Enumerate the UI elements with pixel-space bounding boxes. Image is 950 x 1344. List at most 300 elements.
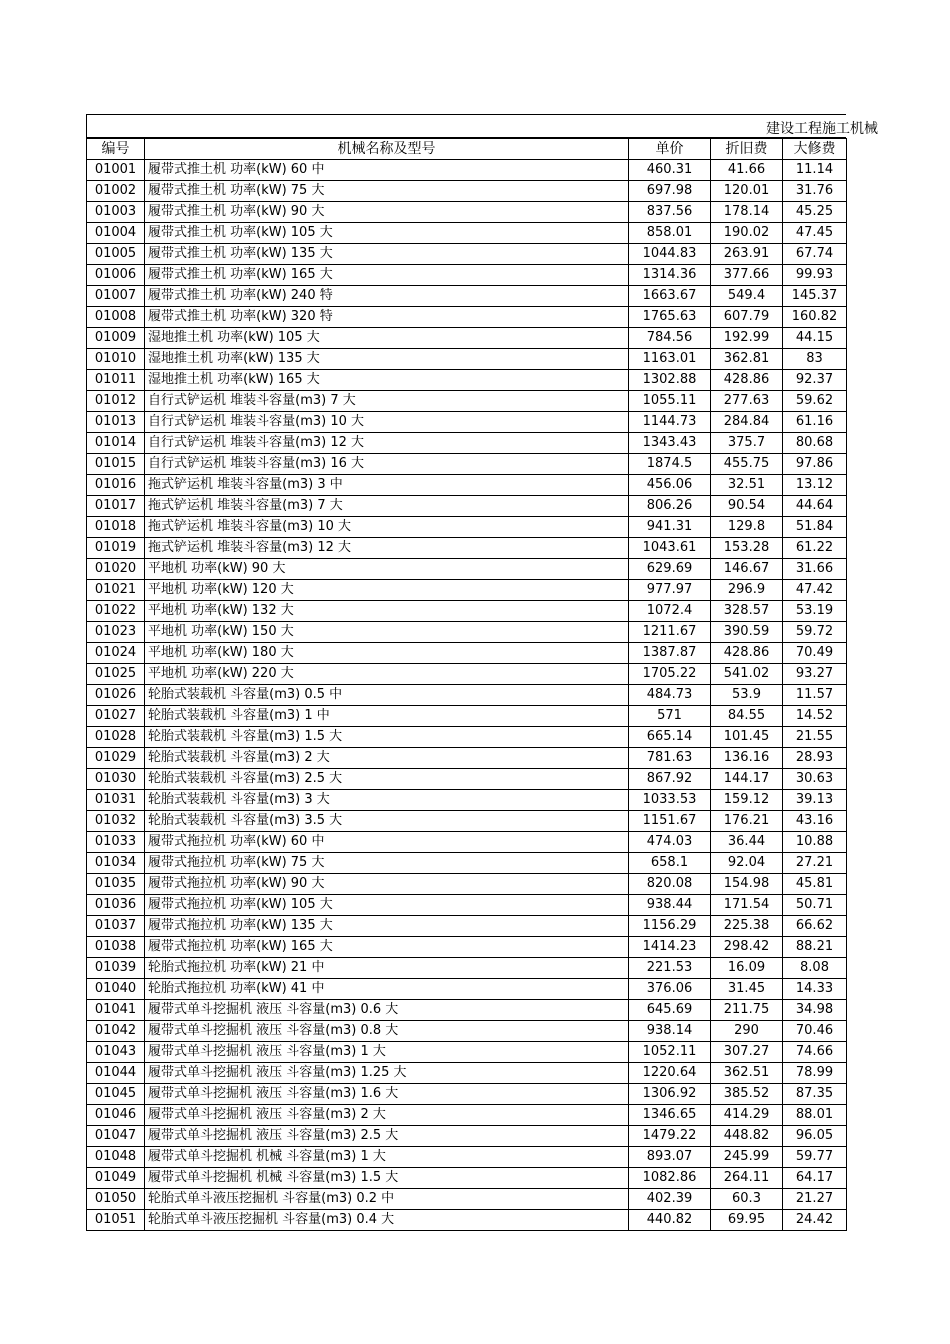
- table-row: [87, 706, 847, 727]
- cell-name[interactable]: 拖式铲运机 堆装斗容量(m3) 3 中: [145, 475, 629, 496]
- cell-overhaul[interactable]: 88.21: [783, 937, 847, 958]
- cell-name[interactable]: 湿地推土机 功率(kW) 135 大: [145, 349, 629, 370]
- cell-price[interactable]: 1346.65: [629, 1105, 711, 1126]
- cell-name[interactable]: 平地机 功率(kW) 120 大: [145, 580, 629, 601]
- header-name[interactable]: 机械名称及型号: [145, 139, 629, 160]
- cell-depreciation[interactable]: 328.57: [711, 601, 783, 622]
- cell-depreciation[interactable]: 362.51: [711, 1063, 783, 1084]
- cell-depreciation[interactable]: 36.44: [711, 832, 783, 853]
- table-row: [87, 1000, 847, 1021]
- cell-price[interactable]: 1033.53: [629, 790, 711, 811]
- cell-name[interactable]: 自行式铲运机 堆装斗容量(m3) 7 大: [145, 391, 629, 412]
- table-row: [87, 622, 847, 643]
- cell-name[interactable]: 履带式拖拉机 功率(kW) 135 大: [145, 916, 629, 937]
- cell-name[interactable]: 履带式推土机 功率(kW) 75 大: [145, 181, 629, 202]
- table-row: [87, 874, 847, 895]
- cell-depreciation[interactable]: 32.51: [711, 475, 783, 496]
- cell-overhaul[interactable]: 31.76: [783, 181, 847, 202]
- cell-overhaul[interactable]: 59.72: [783, 622, 847, 643]
- cell-price[interactable]: 941.31: [629, 517, 711, 538]
- table-row: [87, 685, 847, 706]
- cell-id[interactable]: 01027: [87, 706, 145, 727]
- cell-id[interactable]: 01036: [87, 895, 145, 916]
- cell-depreciation[interactable]: 385.52: [711, 1084, 783, 1105]
- cell-overhaul[interactable]: 74.66: [783, 1042, 847, 1063]
- cell-name[interactable]: 平地机 功率(kW) 220 大: [145, 664, 629, 685]
- cell-id[interactable]: 01017: [87, 496, 145, 517]
- cell-price[interactable]: 1343.43: [629, 433, 711, 454]
- cell-depreciation[interactable]: 69.95: [711, 1210, 783, 1231]
- header-id[interactable]: 编号: [87, 139, 145, 160]
- cell-id[interactable]: 01028: [87, 727, 145, 748]
- cell-name[interactable]: 履带式单斗挖掘机 机械 斗容量(m3) 1.5 大: [145, 1168, 629, 1189]
- table-row: [87, 832, 847, 853]
- cell-overhaul[interactable]: 59.77: [783, 1147, 847, 1168]
- table-row: [87, 958, 847, 979]
- cell-depreciation[interactable]: 377.66: [711, 265, 783, 286]
- table-row: [87, 517, 847, 538]
- table-row: [87, 160, 847, 181]
- cell-price[interactable]: 645.69: [629, 1000, 711, 1021]
- cell-depreciation[interactable]: 153.28: [711, 538, 783, 559]
- cell-price[interactable]: 1163.01: [629, 349, 711, 370]
- cell-overhaul[interactable]: 31.66: [783, 559, 847, 580]
- cell-depreciation[interactable]: 31.45: [711, 979, 783, 1000]
- cell-id[interactable]: 01006: [87, 265, 145, 286]
- table-row: [87, 916, 847, 937]
- cell-overhaul[interactable]: 47.45: [783, 223, 847, 244]
- table-row: [87, 265, 847, 286]
- cell-depreciation[interactable]: 120.01: [711, 181, 783, 202]
- cell-name[interactable]: 拖式铲运机 堆装斗容量(m3) 10 大: [145, 517, 629, 538]
- cell-overhaul[interactable]: 47.42: [783, 580, 847, 601]
- cell-overhaul[interactable]: 53.19: [783, 601, 847, 622]
- cell-price[interactable]: 658.1: [629, 853, 711, 874]
- cell-name[interactable]: 履带式拖拉机 功率(kW) 60 中: [145, 832, 629, 853]
- cell-overhaul[interactable]: 59.62: [783, 391, 847, 412]
- cell-name[interactable]: 自行式铲运机 堆装斗容量(m3) 10 大: [145, 412, 629, 433]
- cell-overhaul[interactable]: 70.46: [783, 1021, 847, 1042]
- cell-overhaul[interactable]: 61.22: [783, 538, 847, 559]
- table-row: [87, 811, 847, 832]
- cell-overhaul[interactable]: 11.14: [783, 160, 847, 181]
- cell-price[interactable]: 1414.23: [629, 937, 711, 958]
- cell-overhaul[interactable]: 21.55: [783, 727, 847, 748]
- cell-id[interactable]: 01047: [87, 1126, 145, 1147]
- cell-depreciation[interactable]: 60.3: [711, 1189, 783, 1210]
- cell-id[interactable]: 01011: [87, 370, 145, 391]
- cell-price[interactable]: 402.39: [629, 1189, 711, 1210]
- cell-depreciation[interactable]: 41.66: [711, 160, 783, 181]
- cell-overhaul[interactable]: 92.37: [783, 370, 847, 391]
- cell-id[interactable]: 01012: [87, 391, 145, 412]
- cell-name[interactable]: 履带式拖拉机 功率(kW) 75 大: [145, 853, 629, 874]
- table-row: [87, 286, 847, 307]
- cell-price[interactable]: 460.31: [629, 160, 711, 181]
- table-row: [87, 307, 847, 328]
- cell-price[interactable]: 820.08: [629, 874, 711, 895]
- cell-depreciation[interactable]: 211.75: [711, 1000, 783, 1021]
- table-row: [87, 454, 847, 475]
- cell-name[interactable]: 自行式铲运机 堆装斗容量(m3) 12 大: [145, 433, 629, 454]
- cell-depreciation[interactable]: 136.16: [711, 748, 783, 769]
- cell-overhaul[interactable]: 61.16: [783, 412, 847, 433]
- cell-id[interactable]: 01040: [87, 979, 145, 1000]
- table-row: [87, 1147, 847, 1168]
- cell-overhaul[interactable]: 87.35: [783, 1084, 847, 1105]
- cell-overhaul[interactable]: 93.27: [783, 664, 847, 685]
- cell-depreciation[interactable]: 171.54: [711, 895, 783, 916]
- cell-price[interactable]: 938.14: [629, 1021, 711, 1042]
- cell-id[interactable]: 01001: [87, 160, 145, 181]
- cell-name[interactable]: 履带式单斗挖掘机 液压 斗容量(m3) 0.8 大: [145, 1021, 629, 1042]
- cell-name[interactable]: 平地机 功率(kW) 90 大: [145, 559, 629, 580]
- cell-depreciation[interactable]: 176.21: [711, 811, 783, 832]
- cell-depreciation[interactable]: 414.29: [711, 1105, 783, 1126]
- cell-name[interactable]: 平地机 功率(kW) 150 大: [145, 622, 629, 643]
- cell-overhaul[interactable]: 145.37: [783, 286, 847, 307]
- cell-overhaul[interactable]: 97.86: [783, 454, 847, 475]
- cell-depreciation[interactable]: 290: [711, 1021, 783, 1042]
- table-row: [87, 1126, 847, 1147]
- cell-price[interactable]: 781.63: [629, 748, 711, 769]
- cell-overhaul[interactable]: 70.49: [783, 643, 847, 664]
- cell-price[interactable]: 893.07: [629, 1147, 711, 1168]
- cell-name[interactable]: 湿地推土机 功率(kW) 105 大: [145, 328, 629, 349]
- cell-price[interactable]: 1306.92: [629, 1084, 711, 1105]
- cell-name[interactable]: 轮胎式拖拉机 功率(kW) 21 中: [145, 958, 629, 979]
- cell-overhaul[interactable]: 27.21: [783, 853, 847, 874]
- cell-name[interactable]: 拖式铲运机 堆装斗容量(m3) 12 大: [145, 538, 629, 559]
- cell-overhaul[interactable]: 160.82: [783, 307, 847, 328]
- cell-depreciation[interactable]: 159.12: [711, 790, 783, 811]
- cell-id[interactable]: 01033: [87, 832, 145, 853]
- cell-name[interactable]: 湿地推土机 功率(kW) 165 大: [145, 370, 629, 391]
- cell-id[interactable]: 01043: [87, 1042, 145, 1063]
- cell-depreciation[interactable]: 192.99: [711, 328, 783, 349]
- cell-overhaul[interactable]: 80.68: [783, 433, 847, 454]
- cell-overhaul[interactable]: 14.33: [783, 979, 847, 1000]
- cell-id[interactable]: 01046: [87, 1105, 145, 1126]
- cell-id[interactable]: 01023: [87, 622, 145, 643]
- cell-name[interactable]: 轮胎式装载机 斗容量(m3) 1 中: [145, 706, 629, 727]
- cell-depreciation[interactable]: 428.86: [711, 643, 783, 664]
- cell-id[interactable]: 01026: [87, 685, 145, 706]
- cell-id[interactable]: 01020: [87, 559, 145, 580]
- cell-price[interactable]: 1052.11: [629, 1042, 711, 1063]
- cell-id[interactable]: 01010: [87, 349, 145, 370]
- cell-name[interactable]: 履带式推土机 功率(kW) 90 大: [145, 202, 629, 223]
- cell-overhaul[interactable]: 10.88: [783, 832, 847, 853]
- cell-price[interactable]: 1144.73: [629, 412, 711, 433]
- table-row: [87, 244, 847, 265]
- cell-depreciation[interactable]: 90.54: [711, 496, 783, 517]
- table-row: [87, 937, 847, 958]
- cell-depreciation[interactable]: 16.09: [711, 958, 783, 979]
- cell-depreciation[interactable]: 146.67: [711, 559, 783, 580]
- cell-price[interactable]: 474.03: [629, 832, 711, 853]
- cell-name[interactable]: 平地机 功率(kW) 132 大: [145, 601, 629, 622]
- cell-name[interactable]: 自行式铲运机 堆装斗容量(m3) 16 大: [145, 454, 629, 475]
- cell-id[interactable]: 01019: [87, 538, 145, 559]
- cell-overhaul[interactable]: 45.25: [783, 202, 847, 223]
- cell-overhaul[interactable]: 39.13: [783, 790, 847, 811]
- cell-overhaul[interactable]: 64.17: [783, 1168, 847, 1189]
- cell-price[interactable]: 1874.5: [629, 454, 711, 475]
- cell-depreciation[interactable]: 178.14: [711, 202, 783, 223]
- cell-price[interactable]: 837.56: [629, 202, 711, 223]
- table-row: [87, 391, 847, 412]
- cell-overhaul[interactable]: 45.81: [783, 874, 847, 895]
- cell-price[interactable]: 456.06: [629, 475, 711, 496]
- cell-price[interactable]: 784.56: [629, 328, 711, 349]
- cell-id[interactable]: 01038: [87, 937, 145, 958]
- table-row: [87, 1063, 847, 1084]
- cell-overhaul[interactable]: 34.98: [783, 1000, 847, 1021]
- cell-id[interactable]: 01034: [87, 853, 145, 874]
- cell-depreciation[interactable]: 264.11: [711, 1168, 783, 1189]
- table-row: [87, 412, 847, 433]
- table-row: [87, 853, 847, 874]
- cell-id[interactable]: 01035: [87, 874, 145, 895]
- cell-overhaul[interactable]: 44.64: [783, 496, 847, 517]
- cell-id[interactable]: 01022: [87, 601, 145, 622]
- cell-price[interactable]: 1082.86: [629, 1168, 711, 1189]
- cell-price[interactable]: 221.53: [629, 958, 711, 979]
- cell-depreciation[interactable]: 263.91: [711, 244, 783, 265]
- cell-id[interactable]: 01014: [87, 433, 145, 454]
- cell-overhaul[interactable]: 11.57: [783, 685, 847, 706]
- cell-price[interactable]: 806.26: [629, 496, 711, 517]
- cell-id[interactable]: 01003: [87, 202, 145, 223]
- cell-depreciation[interactable]: 92.04: [711, 853, 783, 874]
- table-row: [87, 1042, 847, 1063]
- machinery-table: [86, 138, 847, 1231]
- cell-overhaul[interactable]: 8.08: [783, 958, 847, 979]
- cell-name[interactable]: 轮胎式装载机 斗容量(m3) 0.5 中: [145, 685, 629, 706]
- cell-id[interactable]: 01015: [87, 454, 145, 475]
- cell-id[interactable]: 01049: [87, 1168, 145, 1189]
- table-row: [87, 664, 847, 685]
- cell-name[interactable]: 履带式单斗挖掘机 液压 斗容量(m3) 2.5 大: [145, 1126, 629, 1147]
- cell-price[interactable]: 867.92: [629, 769, 711, 790]
- cell-name[interactable]: 轮胎式拖拉机 功率(kW) 41 中: [145, 979, 629, 1000]
- cell-overhaul[interactable]: 66.62: [783, 916, 847, 937]
- cell-depreciation[interactable]: 296.9: [711, 580, 783, 601]
- cell-depreciation[interactable]: 144.17: [711, 769, 783, 790]
- cell-overhaul[interactable]: 28.93: [783, 748, 847, 769]
- cell-name[interactable]: 履带式推土机 功率(kW) 240 特: [145, 286, 629, 307]
- header-price[interactable]: 单价: [629, 139, 711, 160]
- cell-overhaul[interactable]: 88.01: [783, 1105, 847, 1126]
- cell-depreciation[interactable]: 245.99: [711, 1147, 783, 1168]
- cell-depreciation[interactable]: 129.8: [711, 517, 783, 538]
- cell-name[interactable]: 拖式铲运机 堆装斗容量(m3) 7 大: [145, 496, 629, 517]
- cell-price[interactable]: 1211.67: [629, 622, 711, 643]
- cell-id[interactable]: 01013: [87, 412, 145, 433]
- cell-name[interactable]: 履带式单斗挖掘机 机械 斗容量(m3) 1 大: [145, 1147, 629, 1168]
- cell-overhaul[interactable]: 24.42: [783, 1210, 847, 1231]
- cell-price[interactable]: 665.14: [629, 727, 711, 748]
- cell-id[interactable]: 01042: [87, 1021, 145, 1042]
- cell-price[interactable]: 1043.61: [629, 538, 711, 559]
- cell-overhaul[interactable]: 30.63: [783, 769, 847, 790]
- cell-depreciation[interactable]: 375.7: [711, 433, 783, 454]
- cell-price[interactable]: 1055.11: [629, 391, 711, 412]
- cell-price[interactable]: 440.82: [629, 1210, 711, 1231]
- cell-overhaul[interactable]: 50.71: [783, 895, 847, 916]
- cell-overhaul[interactable]: 83: [783, 349, 847, 370]
- cell-id[interactable]: 01031: [87, 790, 145, 811]
- cell-depreciation[interactable]: 362.81: [711, 349, 783, 370]
- cell-price[interactable]: 571: [629, 706, 711, 727]
- cell-price[interactable]: 1072.4: [629, 601, 711, 622]
- cell-name[interactable]: 履带式推土机 功率(kW) 320 特: [145, 307, 629, 328]
- cell-price[interactable]: 1151.67: [629, 811, 711, 832]
- cell-price[interactable]: 1220.64: [629, 1063, 711, 1084]
- table-row: [87, 727, 847, 748]
- table-row: [87, 895, 847, 916]
- cell-overhaul[interactable]: 96.05: [783, 1126, 847, 1147]
- cell-name[interactable]: 履带式推土机 功率(kW) 105 大: [145, 223, 629, 244]
- cell-depreciation[interactable]: 307.27: [711, 1042, 783, 1063]
- cell-name[interactable]: 轮胎式装载机 斗容量(m3) 2 大: [145, 748, 629, 769]
- table-row: [87, 790, 847, 811]
- table-row: [87, 202, 847, 223]
- cell-depreciation[interactable]: 84.55: [711, 706, 783, 727]
- cell-depreciation[interactable]: 284.84: [711, 412, 783, 433]
- cell-overhaul[interactable]: 13.12: [783, 475, 847, 496]
- cell-name[interactable]: 轮胎式装载机 斗容量(m3) 1.5 大: [145, 727, 629, 748]
- cell-id[interactable]: 01009: [87, 328, 145, 349]
- cell-price[interactable]: 1765.63: [629, 307, 711, 328]
- sheet-title: 建设工程施工机械: [766, 121, 878, 137]
- cell-depreciation[interactable]: 607.79: [711, 307, 783, 328]
- header-overhaul[interactable]: 大修费: [783, 139, 847, 160]
- cell-price[interactable]: 1044.83: [629, 244, 711, 265]
- cell-overhaul[interactable]: 43.16: [783, 811, 847, 832]
- cell-name[interactable]: 履带式推土机 功率(kW) 60 中: [145, 160, 629, 181]
- cell-depreciation[interactable]: 541.02: [711, 664, 783, 685]
- cell-price[interactable]: 1663.67: [629, 286, 711, 307]
- cell-price[interactable]: 376.06: [629, 979, 711, 1000]
- cell-overhaul[interactable]: 14.52: [783, 706, 847, 727]
- cell-overhaul[interactable]: 99.93: [783, 265, 847, 286]
- cell-depreciation[interactable]: 549.4: [711, 286, 783, 307]
- cell-price[interactable]: 1156.29: [629, 916, 711, 937]
- cell-name[interactable]: 履带式拖拉机 功率(kW) 165 大: [145, 937, 629, 958]
- cell-depreciation[interactable]: 390.59: [711, 622, 783, 643]
- header-depreciation[interactable]: 折旧费: [711, 139, 783, 160]
- cell-overhaul[interactable]: 44.15: [783, 328, 847, 349]
- cell-id[interactable]: 01030: [87, 769, 145, 790]
- cell-id[interactable]: 01021: [87, 580, 145, 601]
- table-row: [87, 370, 847, 391]
- cell-name[interactable]: 履带式拖拉机 功率(kW) 105 大: [145, 895, 629, 916]
- cell-id[interactable]: 01007: [87, 286, 145, 307]
- table-row: [87, 748, 847, 769]
- cell-price[interactable]: 484.73: [629, 685, 711, 706]
- table-row: [87, 1084, 847, 1105]
- cell-id[interactable]: 01018: [87, 517, 145, 538]
- cell-depreciation[interactable]: 53.9: [711, 685, 783, 706]
- cell-id[interactable]: 01002: [87, 181, 145, 202]
- cell-overhaul[interactable]: 51.84: [783, 517, 847, 538]
- cell-depreciation[interactable]: 448.82: [711, 1126, 783, 1147]
- cell-overhaul[interactable]: 67.74: [783, 244, 847, 265]
- cell-id[interactable]: 01051: [87, 1210, 145, 1231]
- cell-overhaul[interactable]: 78.99: [783, 1063, 847, 1084]
- cell-id[interactable]: 01024: [87, 643, 145, 664]
- table-row: [87, 601, 847, 622]
- cell-name[interactable]: 轮胎式单斗液压挖掘机 斗容量(m3) 0.4 大: [145, 1210, 629, 1231]
- cell-id[interactable]: 01045: [87, 1084, 145, 1105]
- table-row: [87, 538, 847, 559]
- cell-id[interactable]: 01016: [87, 475, 145, 496]
- cell-id[interactable]: 01004: [87, 223, 145, 244]
- cell-name[interactable]: 轮胎式装载机 斗容量(m3) 3.5 大: [145, 811, 629, 832]
- cell-name[interactable]: 平地机 功率(kW) 180 大: [145, 643, 629, 664]
- cell-depreciation[interactable]: 428.86: [711, 370, 783, 391]
- table-row: [87, 1021, 847, 1042]
- cell-price[interactable]: 629.69: [629, 559, 711, 580]
- cell-price[interactable]: 1302.88: [629, 370, 711, 391]
- cell-name[interactable]: 履带式推土机 功率(kW) 135 大: [145, 244, 629, 265]
- cell-depreciation[interactable]: 190.02: [711, 223, 783, 244]
- table-row: [87, 328, 847, 349]
- cell-depreciation[interactable]: 277.63: [711, 391, 783, 412]
- table-row: [87, 223, 847, 244]
- cell-name[interactable]: 轮胎式装载机 斗容量(m3) 2.5 大: [145, 769, 629, 790]
- cell-id[interactable]: 01037: [87, 916, 145, 937]
- cell-name[interactable]: 履带式单斗挖掘机 液压 斗容量(m3) 1.25 大: [145, 1063, 629, 1084]
- cell-name[interactable]: 轮胎式单斗液压挖掘机 斗容量(m3) 0.2 中: [145, 1189, 629, 1210]
- cell-price[interactable]: 1479.22: [629, 1126, 711, 1147]
- cell-name[interactable]: 履带式拖拉机 功率(kW) 90 大: [145, 874, 629, 895]
- cell-price[interactable]: 1314.36: [629, 265, 711, 286]
- cell-depreciation[interactable]: 225.38: [711, 916, 783, 937]
- cell-name[interactable]: 轮胎式装载机 斗容量(m3) 3 大: [145, 790, 629, 811]
- cell-price[interactable]: 977.97: [629, 580, 711, 601]
- cell-name[interactable]: 履带式单斗挖掘机 液压 斗容量(m3) 0.6 大: [145, 1000, 629, 1021]
- cell-depreciation[interactable]: 298.42: [711, 937, 783, 958]
- cell-price[interactable]: 1387.87: [629, 643, 711, 664]
- table-row: [87, 769, 847, 790]
- cell-price[interactable]: 697.98: [629, 181, 711, 202]
- cell-id[interactable]: 01025: [87, 664, 145, 685]
- cell-name[interactable]: 履带式单斗挖掘机 液压 斗容量(m3) 1.6 大: [145, 1084, 629, 1105]
- cell-id[interactable]: 01032: [87, 811, 145, 832]
- cell-name[interactable]: 履带式单斗挖掘机 液压 斗容量(m3) 2 大: [145, 1105, 629, 1126]
- cell-id[interactable]: 01048: [87, 1147, 145, 1168]
- cell-depreciation[interactable]: 154.98: [711, 874, 783, 895]
- cell-id[interactable]: 01041: [87, 1000, 145, 1021]
- cell-name[interactable]: 履带式推土机 功率(kW) 165 大: [145, 265, 629, 286]
- cell-price[interactable]: 1705.22: [629, 664, 711, 685]
- cell-depreciation[interactable]: 101.45: [711, 727, 783, 748]
- cell-price[interactable]: 858.01: [629, 223, 711, 244]
- cell-price[interactable]: 938.44: [629, 895, 711, 916]
- cell-id[interactable]: 01050: [87, 1189, 145, 1210]
- cell-id[interactable]: 01044: [87, 1063, 145, 1084]
- cell-id[interactable]: 01039: [87, 958, 145, 979]
- cell-id[interactable]: 01029: [87, 748, 145, 769]
- cell-id[interactable]: 01005: [87, 244, 145, 265]
- cell-name[interactable]: 履带式单斗挖掘机 液压 斗容量(m3) 1 大: [145, 1042, 629, 1063]
- cell-id[interactable]: 01008: [87, 307, 145, 328]
- cell-overhaul[interactable]: 21.27: [783, 1189, 847, 1210]
- cell-depreciation[interactable]: 455.75: [711, 454, 783, 475]
